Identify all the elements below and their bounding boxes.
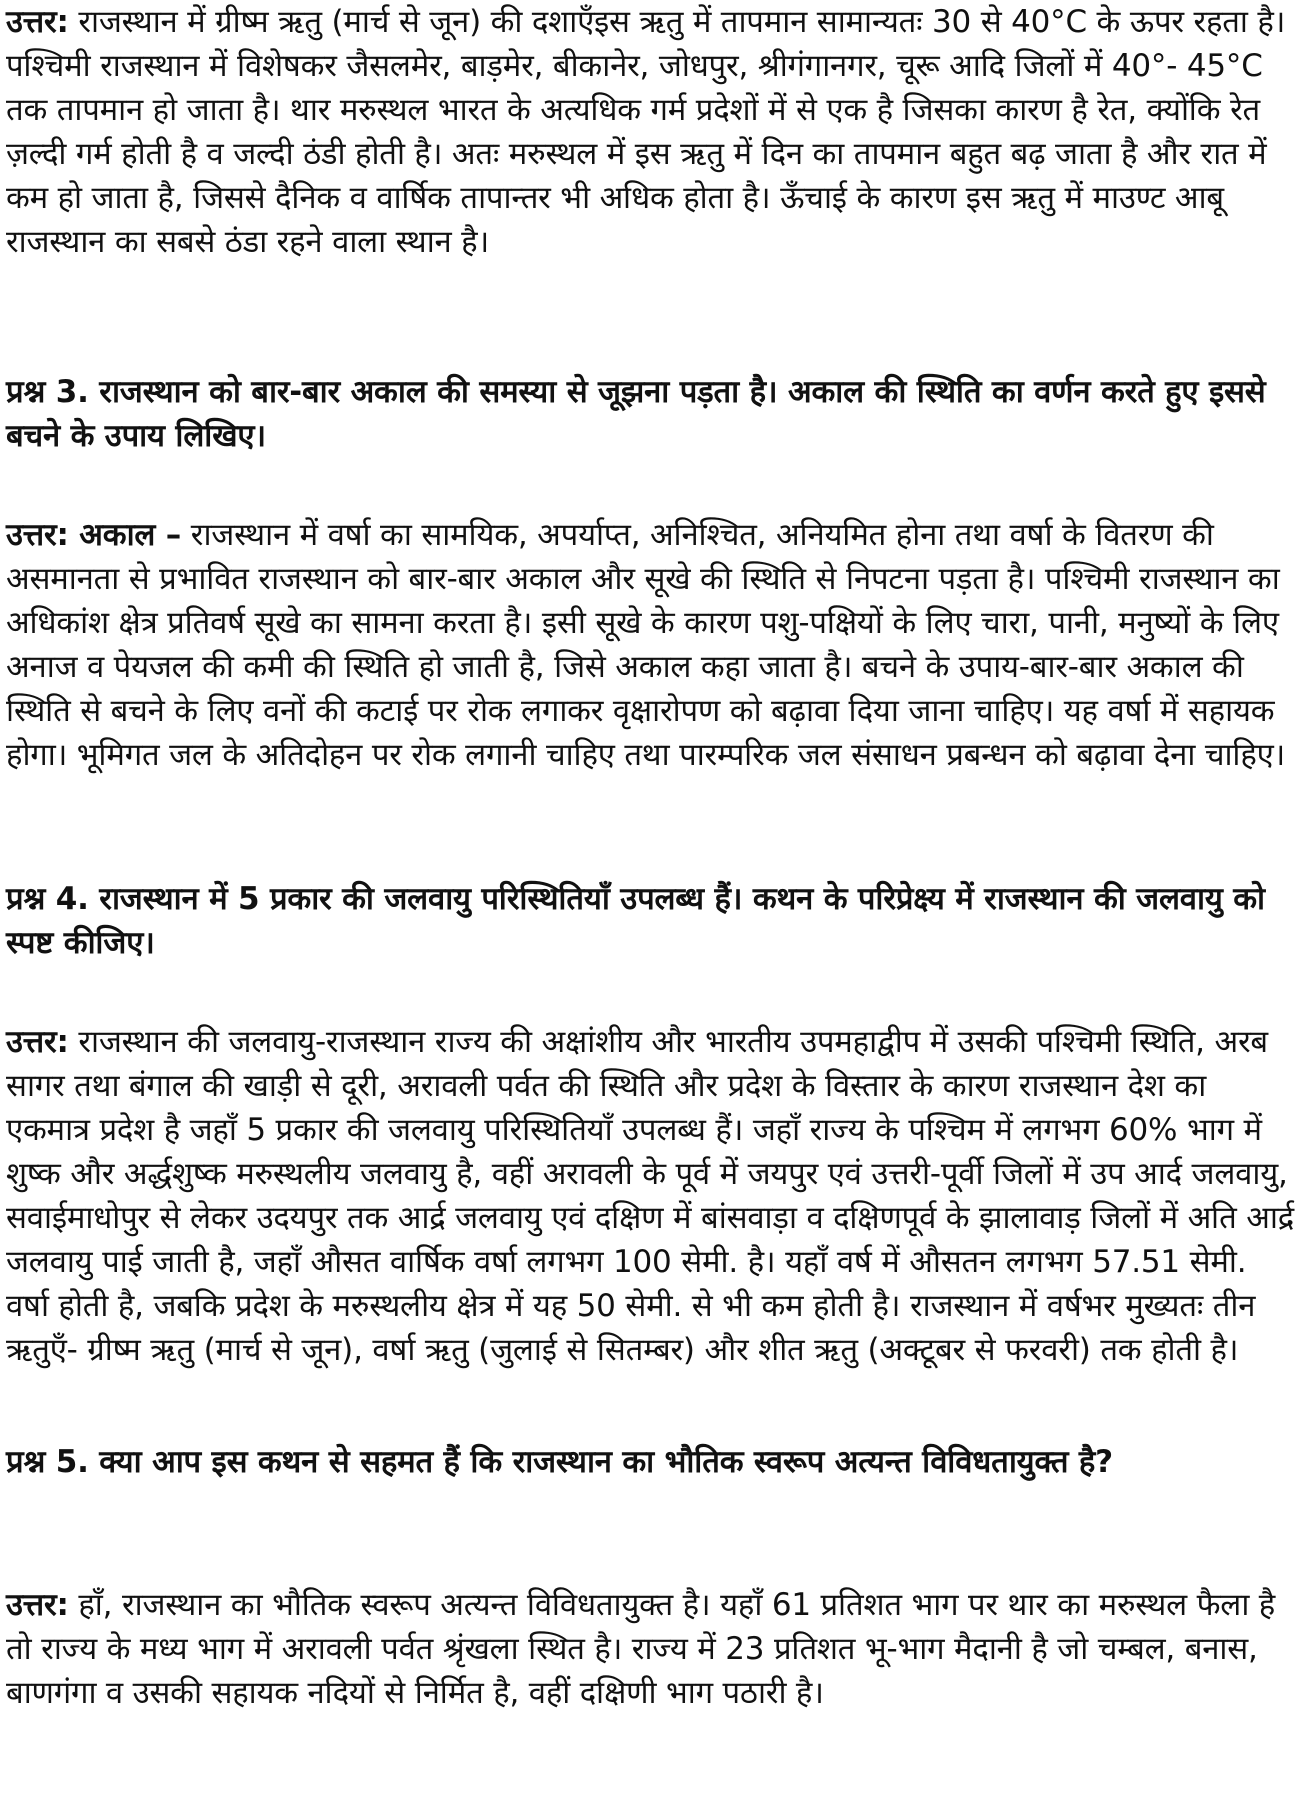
answer-label: उत्तर: bbox=[6, 4, 69, 40]
question-4-heading: प्रश्न 4. राजस्थान में 5 प्रकार की जलवायु परिस्थितियाँ उपलब्ध हैं। कथन के परिप्रेक्ष्य में राजस्थान की जलवायु को स्पष्ट कीजिए। bbox=[6, 881, 1265, 961]
answer-text: हाँ, राजस्थान का भौतिक स्वरूप अत्यन्त विविधतायुक्त है। यहाँ 61 प्रतिशत भाग पर थार का मरुस्थल फैला है तो राज्य के मध्य भाग में अरावली पर्वत श्रृंखला स्थित है। राज्य में 23 प्रतिशत भू-भाग मैदानी है जो चम्बल, बनास, बाणगंगा व उसकी सहायक नदियों से निर्मित है, वहीं दक्षिणी भाग पठारी है। bbox=[6, 1587, 1276, 1711]
answer-text: राजस्थान में ग्रीष्म ऋतु (मार्च से जून) की दशाएँइस ऋतु में तापमान सामान्यतः 30 से 40°C के ऊपर रहता है। पश्चिमी राजस्थान में विशेषकर जैसलमेर, बाड़मेर, बीकानेर, जोधपुर, श्रीगंगानगर, चूरू आदि जिलों में 40°- 45°C तक तापमान हो जाता है। थार मरुस्थल भारत के अत्यधिक गर्म प्रदेशों में से एक है जिसका कारण है रेत, क्योंकि रेत ज़ल्दी गर्म होती है व जल्दी ठंडी होती है। अतः मरुस्थल में इस ऋतु में दिन का तापमान बहुत बढ़ जाता है और रात में कम हो जाता है, जिससे दैनिक व वार्षिक तापान्तर भी अधिक होता है। ऊँचाई के कारण इस ऋतु में माउण्ट आबू राजस्थान का सबसे ठंडा रहने वाला स्थान है। bbox=[6, 4, 1286, 260]
answer-paragraph-5 bbox=[6, 1583, 1296, 1715]
answer-text: राजस्थान की जलवायु-राजस्थान राज्य की अक्षांशीय और भारतीय उपमहाद्वीप में उसकी पश्चिमी स्थिति, अरब सागर तथा बंगाल की खाड़ी से दूरी, अरावली पर्वत की स्थिति और प्रदेश के विस्तार के कारण राजस्थान देश का एकमात्र प्रदेश है जहाँ 5 प्रकार की जलवायु परिस्थितियाँ उपलब्ध हैं। जहाँ राज्य के पश्चिम में लगभग 60% भाग में शुष्क और अर्द्धशुष्क मरुस्थलीय जलवायु है, वहीं अरावली के पूर्व में जयपुर एवं उत्तरी-पूर्वी जिलों में उप आर्द जलवायु, सवाईमाधोपुर से लेकर उदयपुर तक आर्द्र जलवायु एवं दक्षिण में बांसवाड़ा व दक्षिणपूर्व के झालावाड़ जिलों में अति आर्द्र जलवायु पाई जाती है, जहाँ औसत वार्षिक वर्षा लगभग 100 सेमी. है। यहाँ वर्ष में औसतन लगभग 57.51 सेमी. वर्षा होती है, जबकि प्रदेश के मरुस्थलीय क्षेत्र में यह 50 सेमी. से भी कम होती है। राजस्थान में वर्षभर मुख्यतः तीन ऋतुएँ- ग्रीष्म ऋतु (मार्च से जून), वर्षा ऋतु (जुलाई से सितम्बर) और शीत ऋतु (अक्टूबर से फरवरी) तक होती है। bbox=[6, 1024, 1294, 1368]
answer-label: उत्तर: bbox=[6, 1587, 69, 1623]
answer-text: राजस्थान में वर्षा का सामयिक, अपर्याप्त, अनिश्चित, अनियमित होना तथा वर्षा के वितरण की असमानता से प्रभावित राजस्थान को बार-बार अकाल और सूखे की स्थिति से निपटना पड़ता है। पश्चिमी राजस्थान का अधिकांश क्षेत्र प्रतिवर्ष सूखे का सामना करता है। इसी सूखे के कारण पशु-पक्षियों के लिए चारा, पानी, मनुष्यों के लिए अनाज व पेयजल की कमी की स्थिति हो जाती है, जिसे अकाल कहा जाता है। बचने के उपाय-बार-बार अकाल की स्थिति से बचने के लिए वनों की कटाई पर रोक लगाकर वृक्षारोपण को बढ़ावा दिया जाना चाहिए। यह वर्षा में सहायक होगा। भूमिगत जल के अतिदोहन पर रोक लगानी चाहिए तथा पारम्परिक जल संसाधन प्रबन्धन को बढ़ावा देना चाहिए। bbox=[6, 517, 1286, 773]
answer-paragraph-3 bbox=[6, 513, 1296, 777]
question-3-heading: प्रश्न 3. राजस्थान को बार-बार अकाल की समस्या से जूझना पड़ता है। अकाल की स्थिति का वर्णन करते हुए इससे बचने के उपाय लिखिए। bbox=[6, 374, 1266, 454]
question-5-heading: प्रश्न 5. क्या आप इस कथन से सहमत हैं कि राजस्थान का भौतिक स्वरूप अत्यन्त विविधतायुक्त है? bbox=[6, 1444, 1113, 1480]
answer-label: उत्तर: bbox=[6, 1024, 69, 1060]
answer-paragraph-1 bbox=[6, 0, 1296, 264]
answer-paragraph-4 bbox=[6, 1020, 1296, 1372]
answer-label: उत्तर: अकाल – bbox=[6, 517, 182, 553]
